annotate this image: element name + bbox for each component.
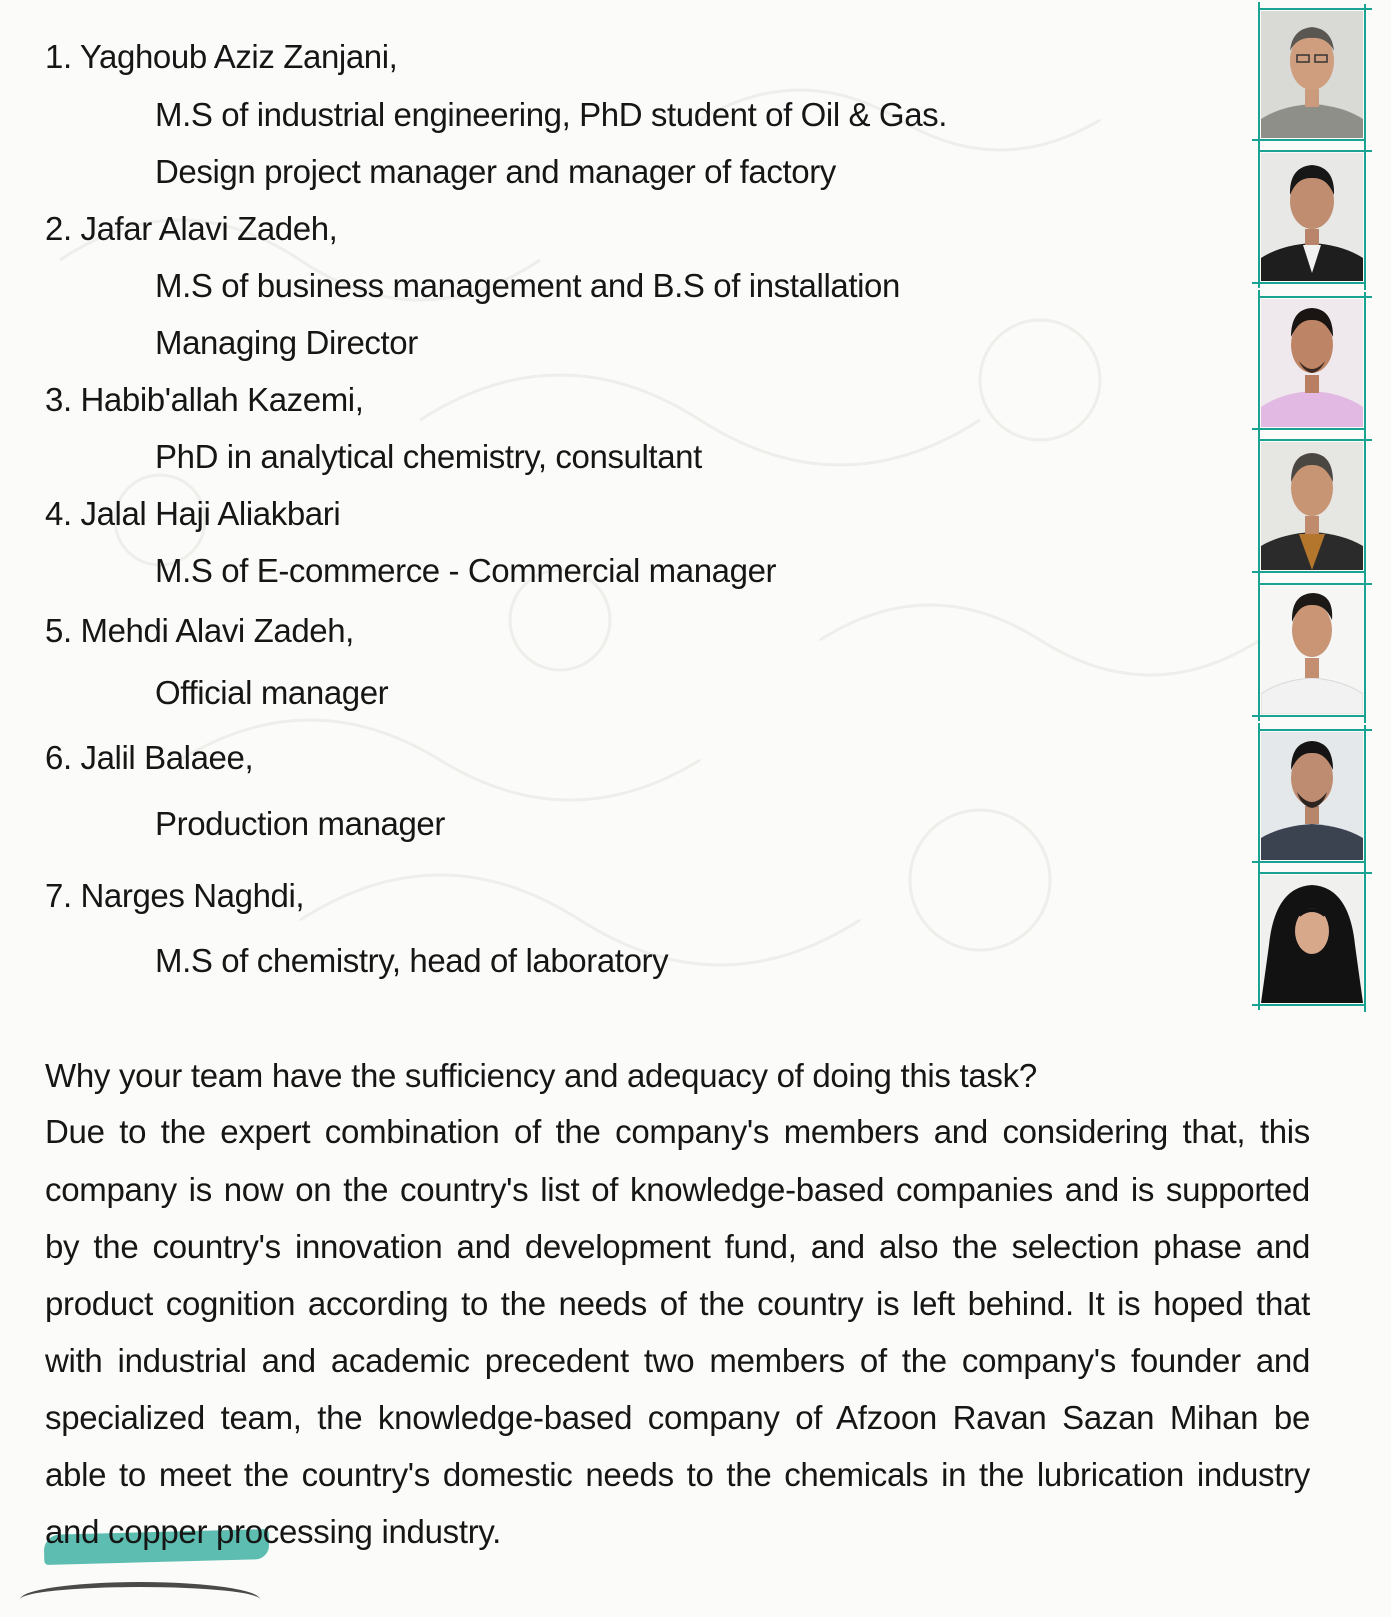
portrait-icon	[1261, 586, 1363, 714]
member-name: 4. Jalal Haji Aliakbari	[45, 495, 341, 532]
member-detail: Production manager	[155, 805, 445, 842]
answer-line: by the country's innovation and development fund, and also the selection phase and	[45, 1228, 1310, 1265]
answer-line: and copper processing industry.	[45, 1513, 502, 1550]
member-detail: M.S of industrial engineering, PhD student of Oil & Gas.	[155, 96, 948, 133]
member-detail: Official manager	[155, 674, 389, 711]
portrait-icon	[1261, 442, 1363, 570]
member-detail: Managing Director	[155, 324, 418, 361]
portrait-icon	[1261, 153, 1363, 281]
member-photo-3	[1258, 296, 1366, 430]
question-heading: Why your team have the sufficiency and adequacy of doing this task?	[45, 1057, 1037, 1094]
member-name: 3. Habib'allah Kazemi,	[45, 381, 364, 418]
member-name: 1. Yaghoub Aziz Zanjani,	[45, 38, 398, 75]
member-detail: M.S of chemistry, head of laboratory	[155, 942, 669, 979]
member-detail: Design project manager and manager of factory	[155, 153, 836, 190]
answer-line: company is now on the country's list of knowledge-based companies and is supported	[45, 1171, 1310, 1208]
member-photo-2	[1258, 150, 1366, 284]
member-photo-1	[1258, 8, 1366, 141]
answer-line: specialized team, the knowledge-based company of Afzoon Ravan Sazan Mihan be	[45, 1399, 1310, 1436]
member-detail: PhD in analytical chemistry, consultant	[155, 438, 702, 475]
answer-line: with industrial and academic precedent two members of the company's founder and	[45, 1342, 1310, 1379]
member-name: 7. Narges Naghdi,	[45, 877, 305, 914]
member-photo-4	[1258, 439, 1366, 573]
portrait-icon	[1261, 11, 1363, 138]
portrait-icon	[1261, 732, 1363, 860]
answer-line: able to meet the country's domestic needs to the chemicals in the lubrication industry	[45, 1456, 1310, 1493]
member-photo-5	[1258, 583, 1366, 717]
member-photo-7	[1258, 872, 1366, 1006]
portrait-icon	[1261, 299, 1363, 427]
member-name: 6. Jalil Balaee,	[45, 739, 254, 776]
member-detail: M.S of E-commerce - Commercial manager	[155, 552, 777, 589]
member-name: 5. Mehdi Alavi Zadeh,	[45, 612, 354, 649]
answer-line: product cognition according to the needs of the country is left behind. It is hoped that	[45, 1285, 1310, 1322]
member-name: 2. Jafar Alavi Zadeh,	[45, 210, 338, 247]
decorative-arc	[20, 1582, 260, 1617]
member-detail: M.S of business management and B.S of installation	[155, 267, 900, 304]
portrait-icon	[1261, 875, 1363, 1003]
member-photo-6	[1258, 729, 1366, 863]
answer-line: Due to the expert combination of the company's members and considering that, this	[45, 1113, 1310, 1150]
